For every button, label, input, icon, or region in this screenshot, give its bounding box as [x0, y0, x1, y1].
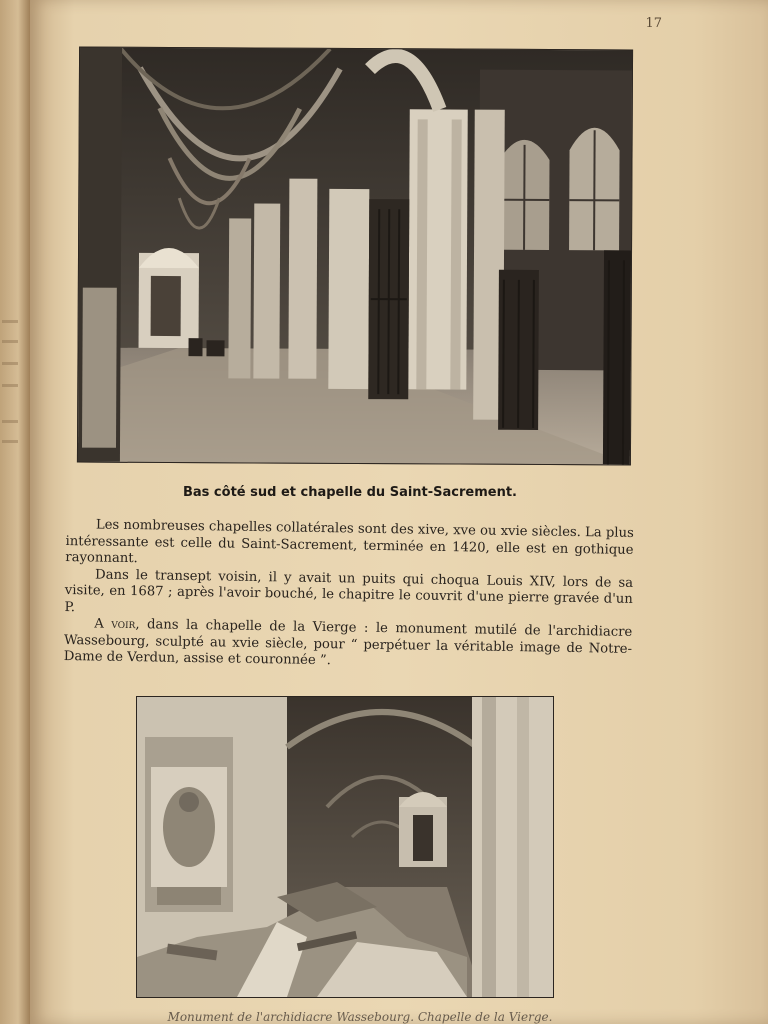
print-mark	[2, 362, 18, 365]
page-number: 17	[645, 16, 662, 31]
a-voir-label: A voir,	[94, 616, 140, 633]
print-mark	[2, 320, 18, 323]
aisle-photo	[77, 47, 633, 466]
facing-page-edge	[0, 0, 30, 1024]
print-mark	[2, 384, 18, 387]
paragraph	[64, 616, 633, 674]
monument-photo	[136, 696, 554, 998]
print-mark	[2, 340, 18, 343]
monument-illustration	[137, 697, 553, 997]
print-mark	[2, 420, 18, 423]
paragraph: Les nombreuses chapelles collatérales sont des xive, xve ou xvie siècles. La plus intéressante est celle du Saint-Sacrement, terminée en 1420, elle est en gothique rayonnant.	[65, 517, 634, 567]
print-mark	[2, 440, 18, 443]
photo-caption: Bas côté sud et chapelle du Saint-Sacrement.	[182, 485, 517, 500]
paragraph-text: dans la chapelle de la Vierge : le monument mutilé de l'archidiacre Wassebourg, sculpté au xvie siècle, pour “ perpétuer la véritable image de Notre-Dame de Verdun, assise et couronnée ”.	[63, 617, 633, 669]
photo-caption: Monument de l'archidiacre Wassebourg. Chapelle de la Vierge.	[167, 1010, 553, 1024]
paragraph: Dans le transept voisin, il y avait un puits qui choqua Louis XIV, lors de sa visite, en 1687 ; après l'avoir bouché, le chapitre le couvrit d'une pierre gravée d'un P.	[64, 566, 634, 615]
body-text	[64, 517, 634, 674]
aisle-illustration	[78, 48, 632, 465]
